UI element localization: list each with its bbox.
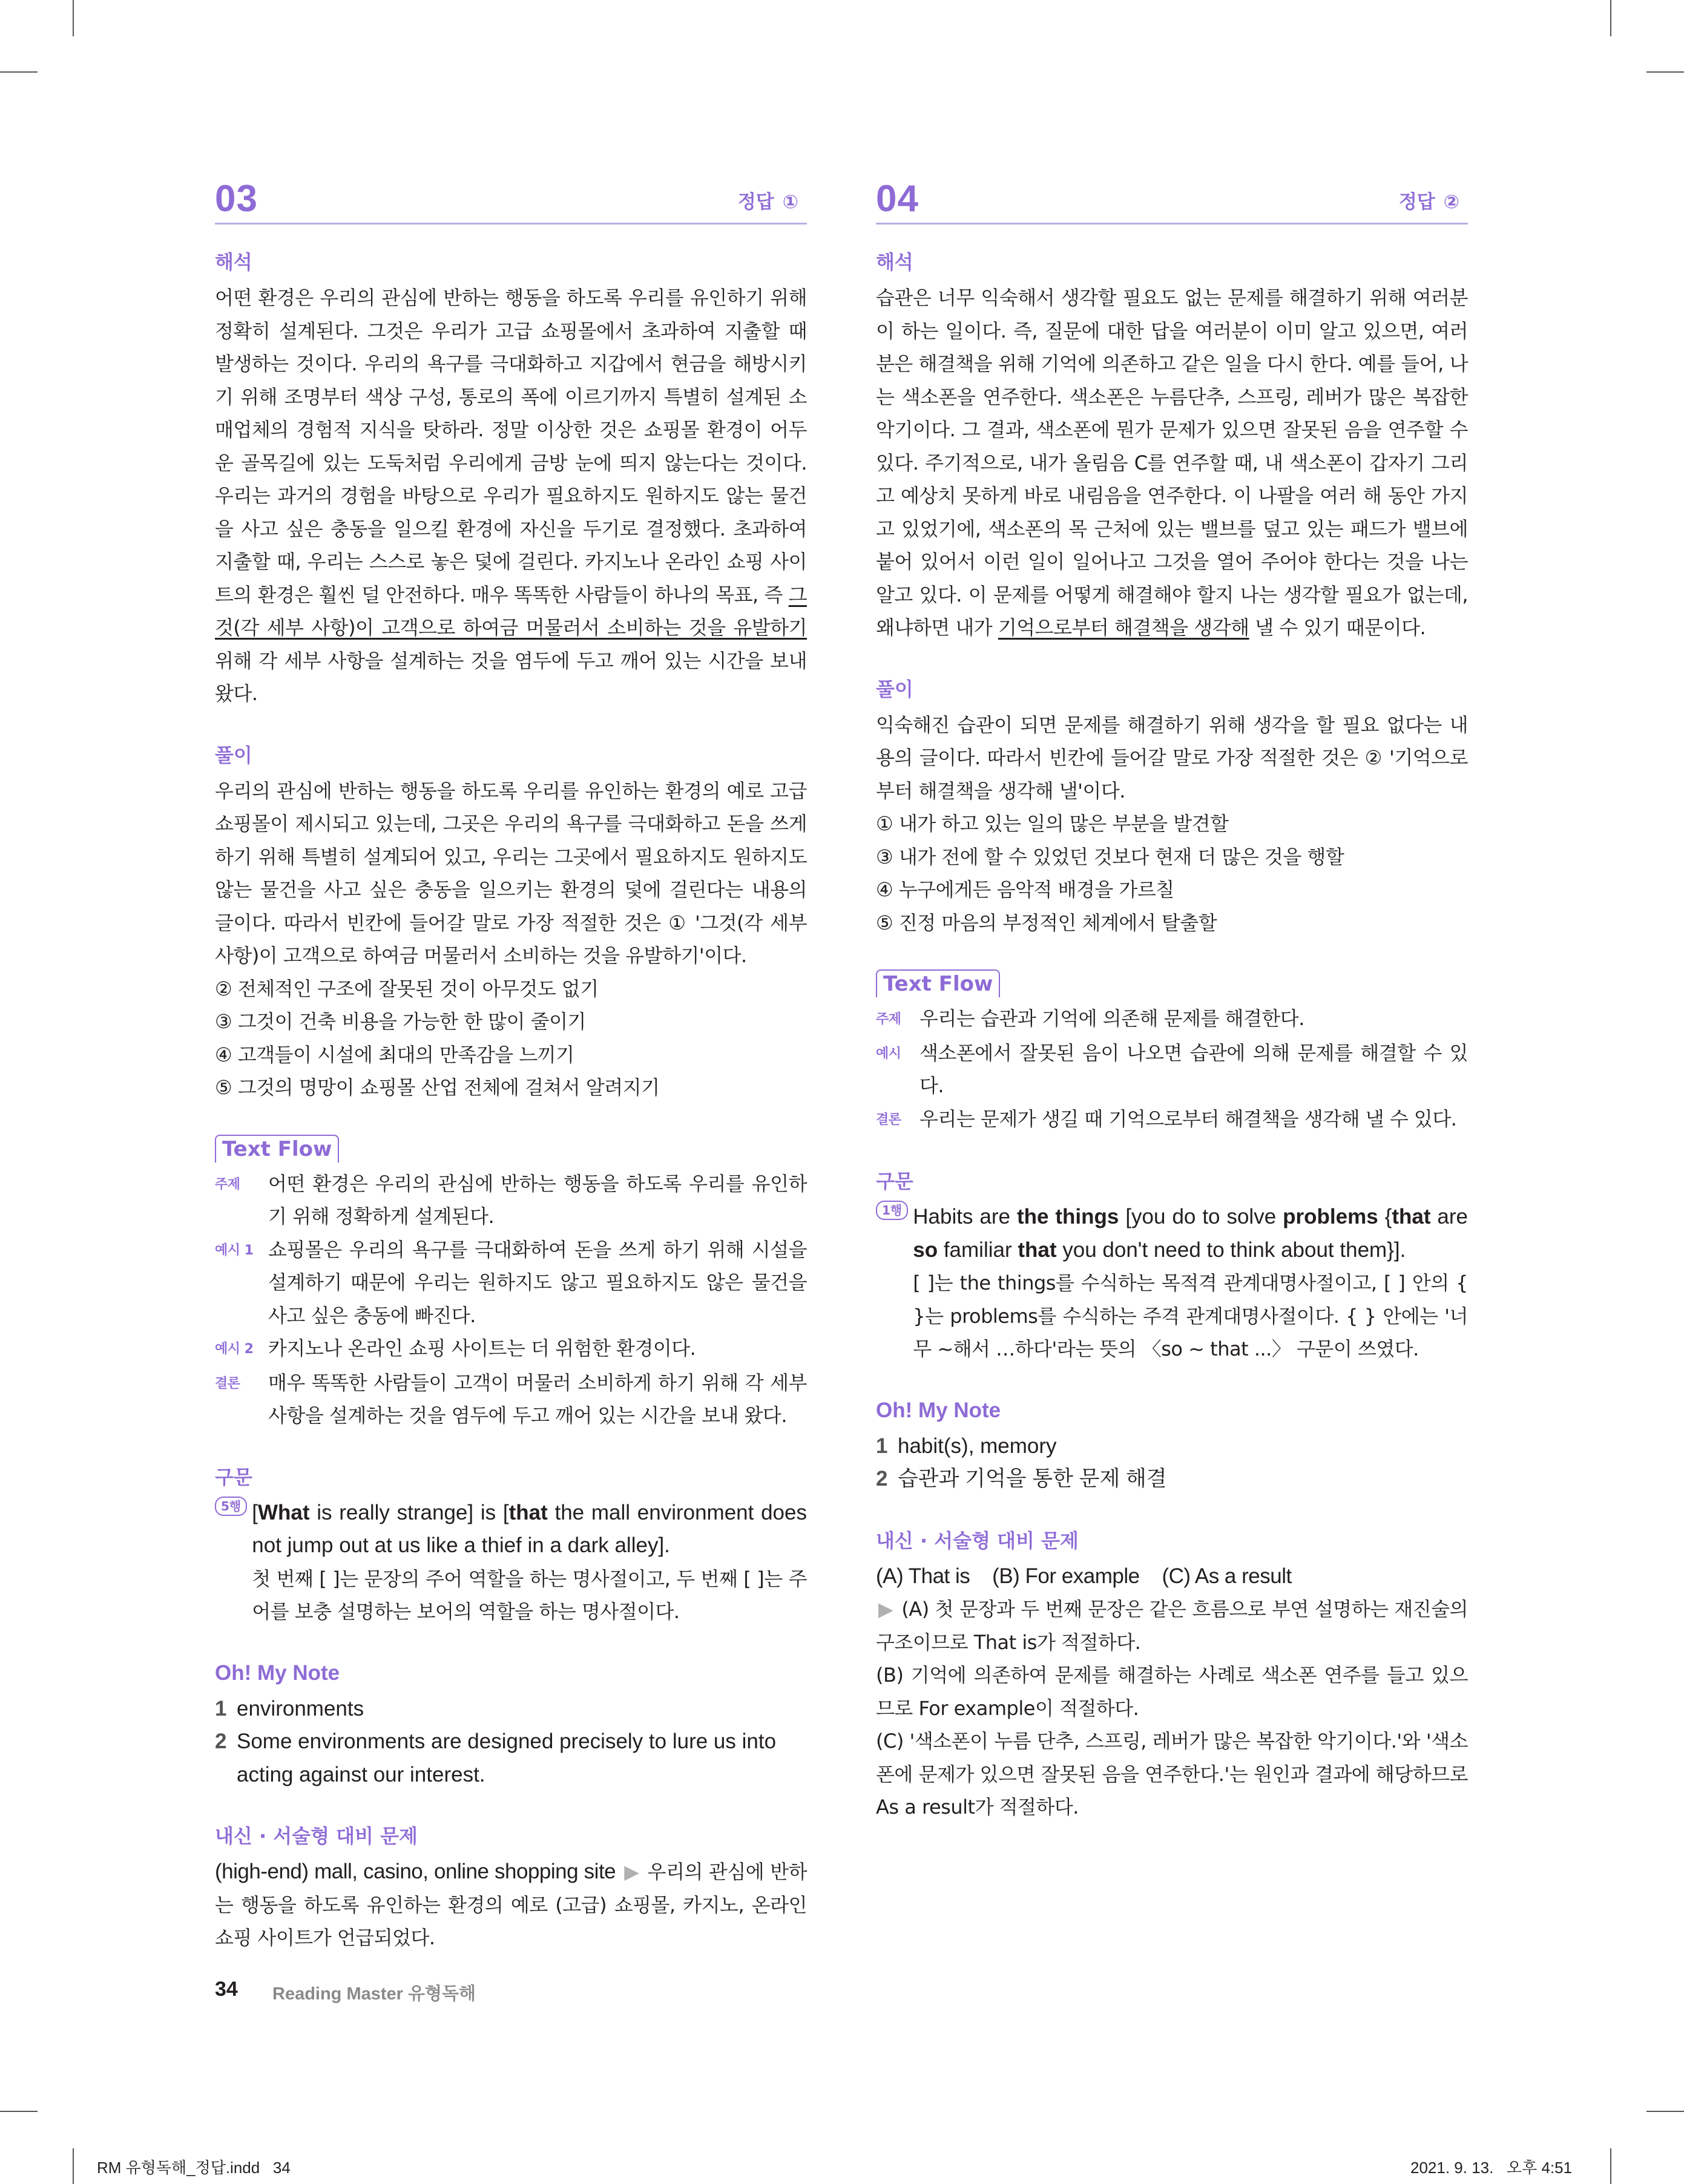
- solution-heading: 풀이: [215, 743, 252, 767]
- exam-explanation-a: ▶ (A) 첫 문장과 두 번째 문장은 같은 흐름으로 부연 설명하는 재진술의 구조이므로 That is가 적절하다.: [876, 1598, 1469, 1654]
- note-item: 2 Some environments are designed precisely to lure us into acting against our interest.: [215, 1730, 777, 1786]
- crop-mark: [0, 71, 38, 73]
- exam-answers: (A) That is (B) For example (C) As a result: [876, 1564, 1292, 1588]
- question-number: 04: [876, 178, 919, 220]
- answer-value: ①: [782, 191, 798, 213]
- text-flow-item: 예시 색소폰에서 잘못된 음이 나오면 습관에 의해 문제를 해결할 수 있다.: [876, 1037, 1468, 1103]
- line-number-badge: 1행: [876, 1201, 908, 1220]
- question-03-header: [215, 175, 807, 225]
- text-flow-label: 예시 1: [215, 1242, 254, 1258]
- question-number: 03: [215, 178, 258, 220]
- text-flow-badge: Text Flow: [876, 969, 1000, 997]
- crop-mark: [0, 2111, 38, 2112]
- option-item: ④ 누구에게든 음악적 배경을 가르칠: [876, 878, 1174, 901]
- option-item: ③ 내가 전에 할 수 있었던 것보다 현재 더 많은 것을 행할: [876, 845, 1344, 868]
- slug-file: RM 유형독해_정답.indd 34: [97, 2159, 291, 2177]
- crop-mark: [1610, 2148, 1611, 2184]
- exam-explanation-b: (B) 기억에 의존하여 문제를 해결하는 사례로 색소폰 연주를 들고 있으므로 For example이 적절하다.: [876, 1664, 1468, 1720]
- text-flow-label: 주제: [215, 1176, 240, 1192]
- option-item: ⑤ 그것의 명망이 쇼핑몰 산업 전체에 걸쳐서 알려지기: [215, 1076, 660, 1099]
- exam-heading: 내신 · 서술형 대비 문제: [876, 1529, 1079, 1552]
- text-flow-item: 결론 우리는 문제가 생길 때 기억으로부터 해결책을 생각해 낼 수 있다.: [876, 1103, 1468, 1137]
- arrow-icon: ▶: [624, 1860, 639, 1883]
- option-item: ① 내가 하고 있는 일의 많은 부분을 발견할: [876, 812, 1229, 835]
- answer-label: 정답: [737, 191, 774, 213]
- question-03-column: [215, 175, 807, 1955]
- structure-block: [215, 1497, 807, 1628]
- text-flow-item: 주제 어떤 환경은 우리의 관심에 반하는 행동을 하도록 우리를 유인하기 위해 정확하게 설계된다.: [215, 1167, 807, 1233]
- text-flow-item: 주제 우리는 습관과 기억에 의존해 문제를 해결한다.: [876, 1002, 1468, 1037]
- translation-text: 습관은 너무 익숙해서 생각할 필요도 없는 문제를 해결하기 위해 여러분이 하는 일이다. 즉, 질문에 대한 답을 여러분이 이미 알고 있으면, 여러분은 해결책을 위해 기억에 의존하고 같은 일을 다시 한다. 예를 들어, 나는 색소폰을 연주한다. 색소폰은 누름단추, 스프링, 레버가 많은 복잡한 악기이다. 그 결과, 색소폰에 뭔가 문제가 있으면 잘못된 음을 연주할 수 있다. 주기적으로, 내가 올림음 C를 연주할 때, 내 색소폰이 갑자기 그리고 예상치 못하게 바로 내림음을 연주한다. 이 나팔을 여러 해 동안 가지고 있었기에, 색소폰의 목 근처에 있는 밸브를 덮고 있는 패드가 밸브에 붙어 있어서 이런 일이 일어나고 그것을 열어 주어야 한다는 것을 나는 알고 있다. 이 문제를 어떻게 해결해야 할지 나는 생각할 필요가 없는데, 왜냐하면 내가 기억으로부터 해결책을 생각해 낼 수 있기 때문이다.: [876, 286, 1468, 639]
- translation-heading: 해석: [876, 251, 913, 274]
- text-flow-list: [215, 1167, 807, 1432]
- note-item: 1 environments: [215, 1696, 364, 1720]
- solution-heading: 풀이: [876, 677, 913, 701]
- translation-text: 어떤 환경은 우리의 관심에 반하는 행동을 하도록 우리를 유인하기 위해 정확히 설계된다. 그것은 우리가 고급 쇼핑몰에서 초과하여 지출할 때 발생하는 것이다. 우리의 욕구를 극대화하고 지갑에서 현금을 해방시키기 위해 조명부터 색상 구성, 통로의 폭에 이르기까지 특별히 설계된 소매업체의 경험적 지식을 탓하라. 정말 이상한 것은 쇼핑몰 환경이 어두운 골목길에 있는 도둑처럼 우리에게 금방 눈에 띄지 않는다는 것이다. 우리는 과거의 경험을 바탕으로 우리가 필요하지도 원하지도 않는 물건을 사고 싶은 충동을 일으킬 환경에 자신을 두기로 결정했다. 초과하여 지출할 때, 우리는 스스로 놓은 덫에 걸린다. 카지노나 온라인 쇼핑 사이트의 환경은 훨씬 덜 안전하다. 매우 똑똑한 사람들이 하나의 목표, 즉 그것(각 세부 사항)이 고객으로 하여금 머물러서 소비하는 것을 유발하기 위해 각 세부 사항을 설계하는 것을 염두에 두고 깨어 있는 시간을 보내 왔다.: [215, 286, 807, 705]
- text-flow-label: 결론: [215, 1376, 240, 1391]
- structure-heading: 구문: [215, 1465, 252, 1489]
- translation-heading: 해석: [215, 251, 252, 274]
- text-flow-item: 결론 매우 똑똑한 사람들이 고객이 머물러 소비하게 하기 위해 각 세부 사항을 설계하는 것을 염두에 두고 깨어 있는 시간을 보내 왔다.: [215, 1366, 807, 1432]
- structure-sentence: Habits are the things [you do to solve problems {that are so familiar that you don't need to think about them}].: [913, 1205, 1469, 1262]
- crop-mark: [1646, 71, 1684, 73]
- line-number-badge: 5행: [215, 1497, 247, 1516]
- solution-text: 익숙해진 습관이 되면 문제를 해결하기 위해 생각을 할 필요 없다는 내용의 글이다. 따라서 빈칸에 들어갈 말로 가장 적절한 것은 ② '기억으로부터 해결책을 생각해 낼'이다.: [876, 713, 1468, 802]
- option-item: ⑤ 진정 마음의 부정적인 체계에서 탈출할: [876, 911, 1217, 934]
- option-item: ③ 그것이 건축 비용을 가능한 한 많이 줄이기: [215, 1010, 586, 1033]
- exam-explanation-c: (C) '색소폰이 누름 단추, 스프링, 레버가 많은 복잡한 악기이다.'와 '색소폰에 문제가 있으면 잘못된 음을 연주한다.'는 원인과 결과에 해당하므로 As a result가 적절하다.: [876, 1730, 1468, 1818]
- answer-label: 정답: [1398, 191, 1435, 213]
- answer-key: [738, 186, 807, 214]
- question-04-column: [876, 175, 1468, 1824]
- underlined-answer: 그것(각 세부 사항)이 고객으로 하여금 머물러서 소비하는 것을 유발하기: [215, 583, 807, 639]
- crop-mark: [73, 2148, 74, 2184]
- text-flow-label: 예시: [876, 1046, 901, 1061]
- arrow-icon: ▶: [878, 1598, 893, 1621]
- answer-value: ②: [1443, 191, 1459, 213]
- text-flow-item: 예시 2 카지노나 온라인 쇼핑 사이트는 더 위험한 환경이다.: [215, 1332, 807, 1366]
- text-flow-item: 예시 1 쇼핑몰은 우리의 욕구를 극대화하여 돈을 쓰게 하기 위해 시설을 설계하기 때문에 우리는 원하지도 않고 필요하지도 않은 물건을 사고 싶은 충동에 빠진다.: [215, 1233, 807, 1333]
- text-flow-badge: Text Flow: [215, 1135, 339, 1163]
- note-heading: Oh! My Note: [876, 1398, 1001, 1422]
- option-item: ② 전체적인 구조에 잘못된 것이 아무것도 없기: [215, 977, 599, 1000]
- note-heading: Oh! My Note: [215, 1661, 340, 1685]
- page-number: 34: [215, 1978, 238, 2001]
- option-item: ④ 고객들이 시설에 최대의 만족감을 느끼기: [215, 1043, 574, 1066]
- solution-text: 우리의 관심에 반하는 행동을 하도록 우리를 유인하는 환경의 예로 고급 쇼핑몰이 제시되고 있는데, 그곳은 우리의 욕구를 극대화하고 돈을 쓰게 하기 위해 특별히 설계되어 있고, 우리는 그곳에서 필요하지도 원하지도 않는 물건을 사고 싶은 충동을 일으키는 환경의 덫에 걸린다는 내용의 글이다. 따라서 빈칸에 들어갈 말로 가장 적절한 것은 ① '그것(각 세부 사항)이 고객으로 하여금 머물러서 소비하는 것을 유발하기'이다.: [215, 779, 807, 967]
- crop-mark: [73, 0, 74, 36]
- exam-heading: 내신 · 서술형 대비 문제: [215, 1825, 418, 1848]
- crop-mark: [1646, 2111, 1684, 2112]
- crop-mark: [1610, 0, 1611, 36]
- book-title: Reading Master 유형독해: [272, 1984, 476, 2004]
- text-flow-label: 예시 2: [215, 1342, 254, 1357]
- text-flow-label: 주제: [876, 1012, 901, 1027]
- structure-heading: 구문: [876, 1170, 913, 1193]
- text-flow-label: 결론: [876, 1112, 901, 1127]
- structure-sentence: [What is really strange] is [that the mall environment does not jump out at us like a thief in a dark alley].: [252, 1500, 807, 1557]
- structure-explanation: [ ]는 the things를 수식하는 목적격 관계대명사절이고, [ ] 안의 { }는 problems를 수식하는 주격 관계대명사절이다. { } 안에는 '너무 ~해서 …하다'라는 뜻의 〈so ~ that ...〉 구문이 쓰였다.: [913, 1271, 1468, 1360]
- structure-explanation: 첫 번째 [ ]는 문장의 주어 역할을 하는 명사절이고, 두 번째 [ ]는 주어를 보충 설명하는 보어의 역할을 하는 명사절이다.: [252, 1567, 807, 1623]
- note-item: 2 습관과 기억을 통한 문제 해결: [876, 1467, 1167, 1490]
- answer-key: [1399, 186, 1468, 214]
- exam-answer: (high-end) mall, casino, online shopping site ▶ 우리의 관심에 반하는 행동을 하도록 유인하는 환경의 예로 (고급) 쇼핑몰, 카지노, 온라인 쇼핑 사이트가 언급되었다.: [215, 1860, 807, 1949]
- underlined-answer: 기억으로부터 해결책을 생각해: [998, 616, 1249, 639]
- text-flow-list: [876, 1002, 1468, 1136]
- slug-date: 2021. 9. 13. 오후 4:51: [1410, 2159, 1573, 2177]
- question-04-header: [876, 175, 1468, 225]
- note-item: 1 habit(s), memory: [876, 1434, 1057, 1458]
- structure-block: [876, 1201, 1468, 1366]
